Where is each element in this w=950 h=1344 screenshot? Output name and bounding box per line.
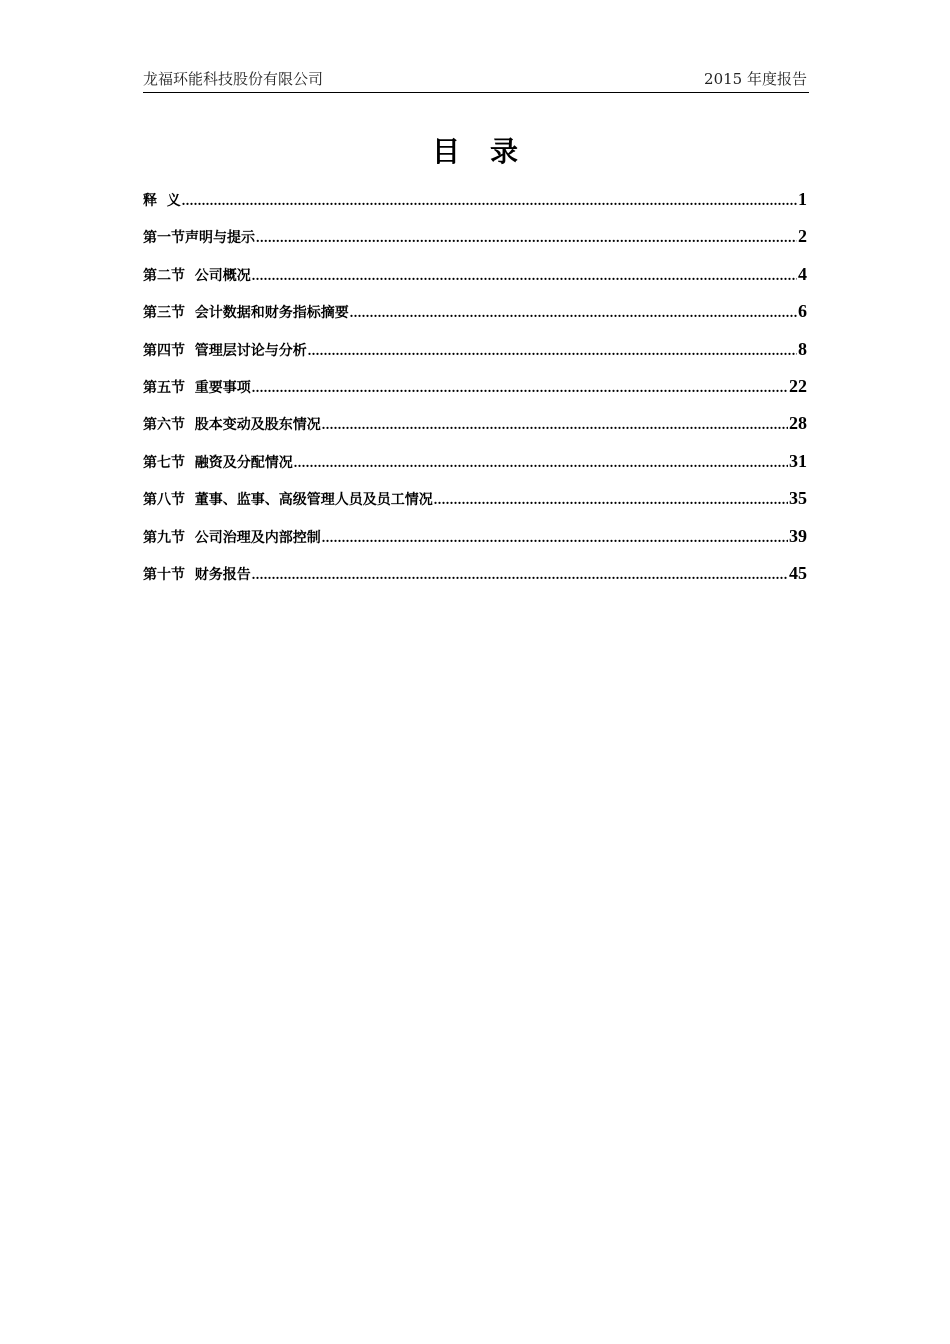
- toc-item-section-8[interactable]: [143, 488, 807, 525]
- toc-leader-dots: [294, 456, 788, 472]
- toc-leader-dots: [252, 381, 788, 397]
- toc-item-label: 第八节 董事、监事、高级管理人员及员工情况: [143, 492, 433, 509]
- toc-page-number: 35: [789, 488, 807, 509]
- toc-page-number: 39: [789, 525, 807, 546]
- toc-leader-dots: [434, 493, 788, 509]
- toc-item-label: 第三节 会计数据和财务指标摘要: [143, 305, 349, 322]
- toc-page-number: 2: [798, 226, 807, 247]
- toc-item-label: 释 义: [143, 193, 181, 209]
- toc-item-section-2[interactable]: [143, 264, 807, 301]
- toc-item-label: 第二节 公司概况: [143, 267, 251, 284]
- toc-item-section-4[interactable]: [143, 339, 807, 376]
- toc-page-number: 8: [798, 338, 807, 359]
- toc-leader-dots: [308, 344, 797, 360]
- toc-page-number: 28: [789, 413, 807, 434]
- toc-leader-dots: [322, 418, 788, 434]
- toc-item-label: 第六节 股本变动及股东情况: [143, 417, 321, 434]
- toc-item-section-9[interactable]: [143, 526, 807, 563]
- toc-page-number: 6: [798, 301, 807, 322]
- toc-item-section-5[interactable]: [143, 376, 807, 413]
- toc-leader-dots: [252, 269, 797, 285]
- toc-page-number: 4: [798, 263, 807, 284]
- toc-page-number: 1: [798, 189, 807, 209]
- company-name: 龙福环能科技股份有限公司: [143, 70, 324, 88]
- toc-item-section-3[interactable]: [143, 301, 807, 338]
- toc-item-label: 第九节 公司治理及内部控制: [143, 529, 321, 546]
- toc-leader-dots: [322, 531, 788, 547]
- toc-page-number: 22: [789, 375, 807, 396]
- toc-leader-dots: [350, 306, 797, 322]
- table-of-contents: [143, 189, 807, 600]
- toc-item-label: 第十节 财务报告: [143, 566, 251, 583]
- toc-title: 目录: [431, 135, 548, 168]
- toc-item-section-10[interactable]: [143, 563, 807, 600]
- page-header: [143, 66, 809, 93]
- toc-item-label: 第一节声明与提示: [143, 230, 255, 247]
- toc-page-number: 31: [789, 450, 807, 471]
- toc-item-section-7[interactable]: [143, 451, 807, 488]
- toc-leader-dots: [252, 568, 788, 584]
- toc-item-label: 第四节 管理层讨论与分析: [143, 342, 307, 359]
- toc-item-definitions[interactable]: [143, 189, 807, 226]
- report-title: 2015 年度报告: [704, 70, 807, 88]
- toc-item-section-6[interactable]: [143, 413, 807, 450]
- toc-item-label: 第五节 重要事项: [143, 379, 251, 396]
- toc-page-number: 45: [789, 562, 807, 583]
- toc-item-section-1[interactable]: [143, 226, 807, 263]
- toc-item-label: 第七节 融资及分配情况: [143, 454, 293, 471]
- toc-leader-dots: [182, 194, 797, 210]
- toc-leader-dots: [256, 231, 797, 247]
